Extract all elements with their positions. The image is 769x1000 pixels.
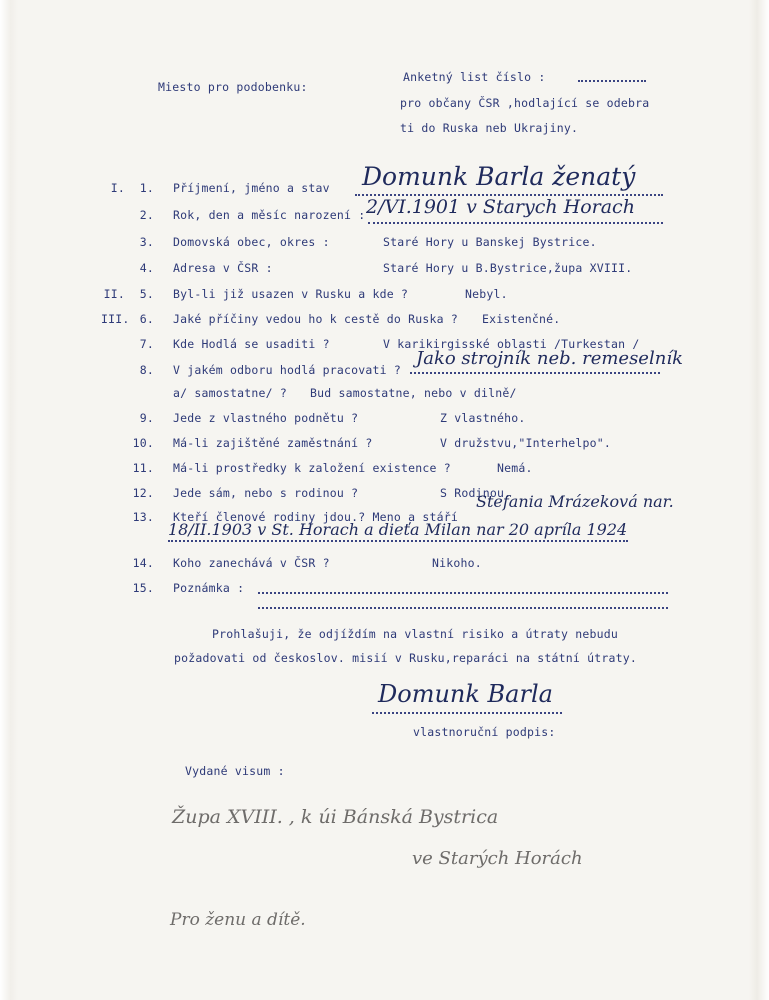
handwritten-answer: 2/VI.1901 v Starych Horach bbox=[366, 196, 635, 218]
page-edge-left bbox=[0, 0, 18, 1000]
item-label: Příjmení, jméno a stav bbox=[173, 181, 330, 195]
signature-dots bbox=[372, 712, 562, 714]
remark-dots bbox=[258, 607, 668, 609]
form-title-line2: ti do Ruska neb Ukrajiny. bbox=[400, 121, 579, 135]
item-number: 14. bbox=[132, 556, 154, 570]
item-number: 7. bbox=[139, 337, 154, 351]
form-number-dots bbox=[578, 80, 646, 82]
typed-answer: Staré Hory u Banskej Bystrice. bbox=[383, 235, 597, 249]
item-label: Domovská obec, okres : bbox=[173, 235, 330, 249]
typed-answer: S Rodinou. bbox=[440, 486, 512, 500]
form-number-label: Anketný list číslo : bbox=[403, 70, 546, 84]
item-label: Má-li zajištěné zaměstnání ? bbox=[173, 436, 373, 450]
item-number: 12. bbox=[132, 486, 154, 500]
item-number: 5. bbox=[139, 287, 154, 301]
item-label: Jede sám, nebo s rodinou ? bbox=[173, 486, 359, 500]
signature: Domunk Barla bbox=[378, 680, 553, 708]
typed-answer: Bud samostatne, nebo v dilně/ bbox=[310, 386, 517, 400]
item-label: Kde Hodlá se usaditi ? bbox=[173, 337, 330, 351]
typed-answer: Nikoho. bbox=[432, 556, 482, 570]
item-number: 15. bbox=[132, 581, 154, 595]
item-label: Má-li prostředky k založení existence ? bbox=[173, 461, 451, 475]
item-label: Jaké příčiny vedou ho k cestě do Ruska ? bbox=[173, 312, 458, 326]
item-label: Jede z vlastného podnětu ? bbox=[173, 411, 359, 425]
typed-answer: Z vlastného. bbox=[440, 411, 526, 425]
remark-dots bbox=[258, 592, 668, 594]
visa-label: Vydané visum : bbox=[185, 764, 285, 778]
item-label: Rok, den a měsíc narození : bbox=[173, 208, 366, 222]
section-roman-3: III. bbox=[101, 312, 130, 326]
section-roman-2: II. bbox=[103, 287, 125, 301]
pencil-note-line3: Pro ženu a dítě. bbox=[170, 910, 306, 930]
pencil-note-line2: ve Starých Horách bbox=[412, 848, 583, 869]
answer-dots bbox=[168, 540, 628, 542]
photo-place-label: Miesto pro podobenku: bbox=[158, 80, 308, 94]
item-number: 8. bbox=[139, 363, 154, 377]
handwritten-answer-line2: 18/II.1903 v St. Horach a dieťa Milan nar 20 apríla 1924 bbox=[168, 520, 628, 539]
page-edge-right bbox=[749, 0, 769, 1000]
pencil-note-line1: Župa XVIII. , k úi Bánská Bystrica bbox=[172, 806, 499, 828]
handwritten-answer: Stefania Mrázeková nar. bbox=[476, 492, 674, 511]
signature-label: vlastnoruční podpis: bbox=[413, 725, 556, 739]
typed-answer: Staré Hory u B.Bystrice,župa XVIII. bbox=[383, 261, 633, 275]
item-number: 6. bbox=[139, 312, 154, 326]
typed-answer: Nemá. bbox=[497, 461, 533, 475]
typed-answer: Existenčné. bbox=[482, 312, 561, 326]
answer-dots bbox=[368, 222, 663, 224]
item-label: Koho zanechává v ČSR ? bbox=[173, 556, 330, 570]
typed-answer: V karikirgisské oblasti /Turkestan / bbox=[383, 337, 640, 351]
handwritten-answer: Domunk Barla ženatý bbox=[362, 162, 636, 191]
item-label: a/ samostatne/ ? bbox=[173, 386, 287, 400]
section-roman-1: I. bbox=[110, 181, 125, 195]
declaration-line2: požadovati od českoslov. misií v Rusku,reparáci na státní útraty. bbox=[174, 651, 638, 665]
item-number: 10. bbox=[132, 436, 154, 450]
typed-answer: Nebyl. bbox=[465, 287, 508, 301]
item-label: Poznámka : bbox=[173, 581, 245, 595]
item-label: Kteří členové rodiny jdou.? Meno a stáří bbox=[173, 510, 458, 524]
item-label: Byl-li již usazen v Rusku a kde ? bbox=[173, 287, 409, 301]
item-number: 2. bbox=[139, 208, 154, 222]
item-number: 13. bbox=[132, 510, 154, 524]
item-number: 1. bbox=[139, 181, 154, 195]
item-label: Adresa v ČSR : bbox=[173, 261, 273, 275]
handwritten-answer: Jako strojník neb. remeselník bbox=[416, 348, 683, 369]
item-number: 11. bbox=[132, 461, 154, 475]
item-number: 3. bbox=[139, 235, 154, 249]
typed-answer: V družstvu,"Interhelpo". bbox=[440, 436, 611, 450]
item-number: 9. bbox=[139, 411, 154, 425]
form-title-line1: pro občany ČSR ,hodlající se odebra bbox=[400, 96, 650, 110]
item-label: V jakém odboru hodlá pracovati ? bbox=[173, 363, 401, 377]
declaration-line1: Prohlašuji, že odjíždím na vlastní risiko a útraty nebudu bbox=[212, 627, 619, 641]
item-number: 4. bbox=[139, 261, 154, 275]
answer-dots bbox=[410, 372, 660, 374]
